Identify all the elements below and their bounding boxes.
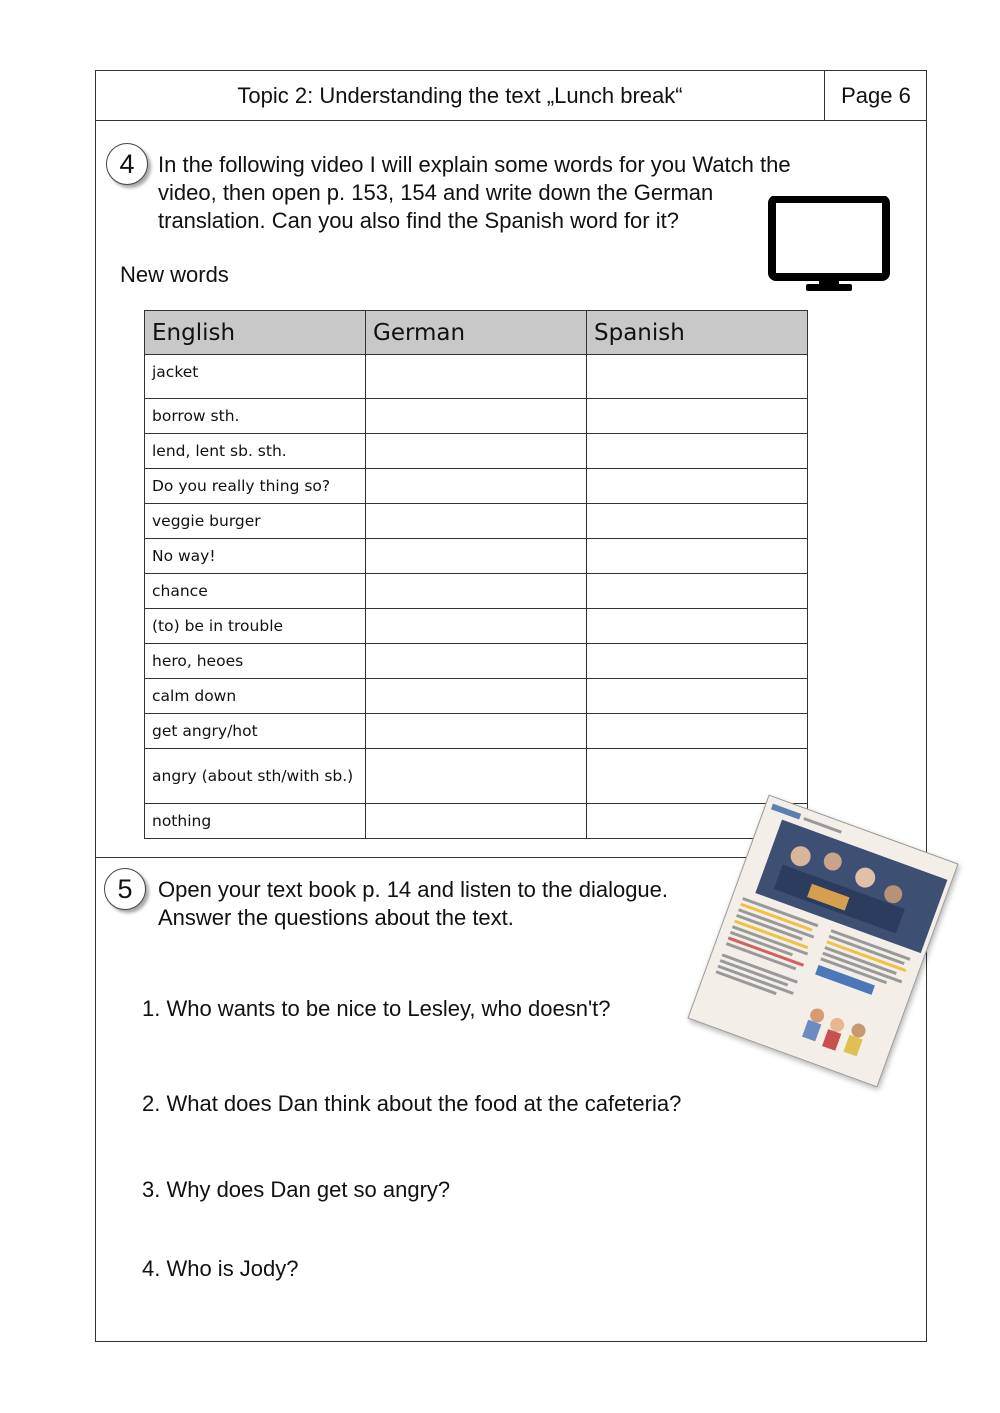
task-4-number-badge: 4 — [106, 143, 148, 185]
question-4: 4. Who is Jody? — [142, 1256, 299, 1281]
table-row — [145, 749, 808, 804]
english-word: get angry/hot — [145, 714, 366, 749]
task-5-number-badge: 5 — [104, 868, 146, 910]
german-answer-cell[interactable] — [366, 609, 587, 644]
german-answer-cell[interactable] — [366, 504, 587, 539]
question-2: 2. What does Dan think about the food at the cafeteria? — [142, 1091, 682, 1116]
german-answer-cell[interactable] — [366, 804, 587, 839]
german-answer-cell[interactable] — [366, 434, 587, 469]
column-header-spanish: Spanish — [587, 311, 808, 355]
german-answer-cell[interactable] — [366, 679, 587, 714]
task-5-instructions — [158, 876, 668, 932]
table-row — [145, 504, 808, 539]
english-word: No way! — [145, 539, 366, 574]
question-3: 3. Why does Dan get so angry? — [142, 1177, 451, 1202]
task-4-line-2: video, then open p. 153, 154 and write down the German — [158, 180, 714, 205]
page-title: Topic 2: Understanding the text „Lunch break“ — [96, 71, 825, 120]
german-answer-cell[interactable] — [366, 539, 587, 574]
spanish-answer-cell[interactable] — [587, 574, 808, 609]
column-header-german: German — [366, 311, 587, 355]
table-row — [145, 804, 808, 839]
german-answer-cell[interactable] — [366, 714, 587, 749]
table-row — [145, 355, 808, 399]
task-4-line-1: In the following video I will explain some words for you Watch the — [158, 152, 791, 177]
german-answer-cell[interactable] — [366, 644, 587, 679]
spanish-answer-cell[interactable] — [587, 679, 808, 714]
spanish-answer-cell[interactable] — [587, 609, 808, 644]
english-word: (to) be in trouble — [145, 609, 366, 644]
table-row — [145, 399, 808, 434]
german-answer-cell[interactable] — [366, 574, 587, 609]
vocabulary-table — [144, 310, 808, 839]
task-5-line-1: Open your text book p. 14 and listen to the dialogue. — [158, 877, 669, 902]
english-word: chance — [145, 574, 366, 609]
spanish-answer-cell[interactable] — [587, 539, 808, 574]
page-number: Page 6 — [841, 82, 911, 108]
english-word: calm down — [145, 679, 366, 714]
table-row — [145, 469, 808, 504]
english-word: jacket — [145, 355, 366, 399]
monitor-icon — [768, 196, 890, 294]
german-answer-cell[interactable] — [366, 355, 587, 399]
column-header-english: English — [145, 311, 366, 355]
english-word: hero, heoes — [145, 644, 366, 679]
german-answer-cell[interactable] — [366, 399, 587, 434]
english-word: lend, lent sb. sth. — [145, 434, 366, 469]
spanish-answer-cell[interactable] — [587, 399, 808, 434]
table-header-row — [145, 311, 808, 355]
spanish-answer-cell[interactable] — [587, 504, 808, 539]
german-answer-cell[interactable] — [366, 469, 587, 504]
spanish-answer-cell[interactable] — [587, 644, 808, 679]
task-5-line-2: Answer the questions about the text. — [158, 905, 514, 930]
task-4-instructions — [158, 151, 791, 235]
table-row — [145, 539, 808, 574]
spanish-answer-cell[interactable] — [587, 714, 808, 749]
german-answer-cell[interactable] — [366, 749, 587, 804]
english-word: nothing — [145, 804, 366, 839]
worksheet-header — [96, 71, 926, 121]
question-1: 1. Who wants to be nice to Lesley, who doesn't? — [142, 996, 611, 1021]
table-row — [145, 714, 808, 749]
english-word: veggie burger — [145, 504, 366, 539]
spanish-answer-cell[interactable] — [587, 749, 808, 804]
table-row — [145, 679, 808, 714]
english-word: borrow sth. — [145, 399, 366, 434]
new-words-label: New words — [120, 262, 229, 287]
spanish-answer-cell[interactable] — [587, 469, 808, 504]
spanish-answer-cell[interactable] — [587, 434, 808, 469]
table-row — [145, 609, 808, 644]
task-4-line-3: translation. Can you also find the Spanish word for it? — [158, 208, 679, 233]
english-word: angry (about sth/with sb.) — [145, 749, 366, 804]
table-row — [145, 644, 808, 679]
spanish-answer-cell[interactable] — [587, 355, 808, 399]
table-row — [145, 434, 808, 469]
table-row — [145, 574, 808, 609]
english-word: Do you really thing so? — [145, 469, 366, 504]
